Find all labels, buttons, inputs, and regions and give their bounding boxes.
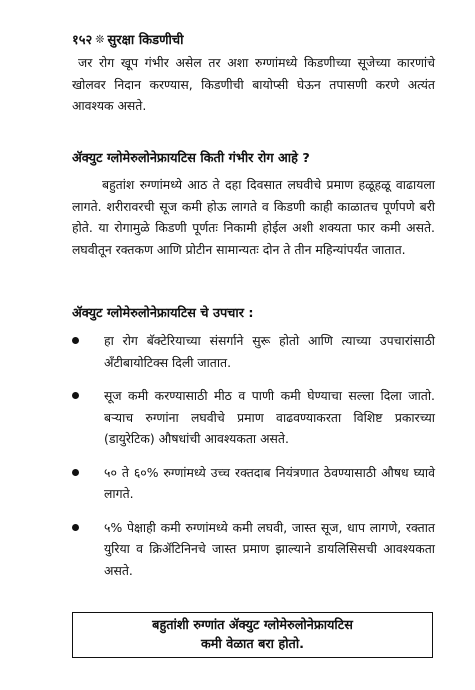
list-item [72,330,435,373]
bullet-icon [72,337,79,344]
summary-note-line-2: कमी वेळात बरा होतो. [200,637,305,652]
list-item-text: हा रोग बॅक्टेरियाच्या संसर्गाने सुरू होतो आणि त्याच्या उपचारांसाठी ॲंटीबायोटिक्स दिली जातात. [104,333,435,370]
flower-ornament-icon: ❊ [95,32,105,46]
summary-note-line-1: बहुतांशी रुग्णांत ॲक्युट ग्लोमेरुलोनेफ्रायटिस [152,618,353,633]
section-heading-severity: ॲक्युट ग्लोमेरुलोनेफ्रायटिस किती गंभीर रोग आहे ? [72,151,310,166]
list-item [72,517,435,582]
list-item [72,462,435,505]
severity-paragraph: बहुतांश रुग्णांमध्ये आठ ते दहा दिवसात लघवीचे प्रमाण हळूहळू वाढायला लागते. शरीरावरची सूज कमी होऊ लागते व किडणी काही काळातच पूर्णपणे बरी होते. या रोगामुळे किडणी पूर्णतः निकामी होईल अशी शक्यता फार कमी असते. लघवीतून रक्तकण आणि प्रोटीन सामान्यतः दोन ते तीन महिन्यांपर्यंत जातात. [72,177,435,257]
summary-note-box [72,612,433,658]
section-heading-treatment: ॲक्युट ग्लोमेरुलोनेफ्रायटिस चे उपचार : [72,306,254,321]
page-header [72,30,184,48]
list-item-text: सूज कमी करण्यासाठी मीठ व पाणी कमी घेण्याचा सल्ला दिला जातो. बऱ्याच रुग्णांना लघवीचे प्रमाण वाढवण्याकरता विशिष्ट प्रकारच्या (डायुरेटिक) औषधांची आवश्यकता असते. [104,388,435,446]
running-title: सुरक्षा किडणीची [107,33,184,48]
page-number: १५२ [72,33,93,48]
bullet-icon [72,392,79,399]
list-item-text: ५० ते ६०% रुग्णांमध्ये उच्च रक्तदाब नियंत्रणात ठेवण्यासाठी औषध घ्यावे लागते. [104,464,435,501]
treatment-list [72,330,435,593]
list-item [72,385,435,450]
bullet-icon [72,469,79,476]
bullet-icon [72,524,79,531]
list-item-text: ५% पेक्षाही कमी रुग्णांमध्ये कमी लघवी, जास्त सूज, धाप लागणे, रक्तात युरिया व क्रिॲटिनिनचे जास्त प्रमाण झाल्याने डायलिसिसची आवश्यकता असते. [104,519,435,578]
intro-paragraph: जर रोग खूप गंभीर असेल तर अशा रुग्णांमध्ये किडणीच्या सूजेच्या कारणांचे खोलवर निदान करण्यास, किडणीची बायोप्सी घेऊन तपासणी करणे अत्यंत आवश्यक असते. [72,55,435,113]
